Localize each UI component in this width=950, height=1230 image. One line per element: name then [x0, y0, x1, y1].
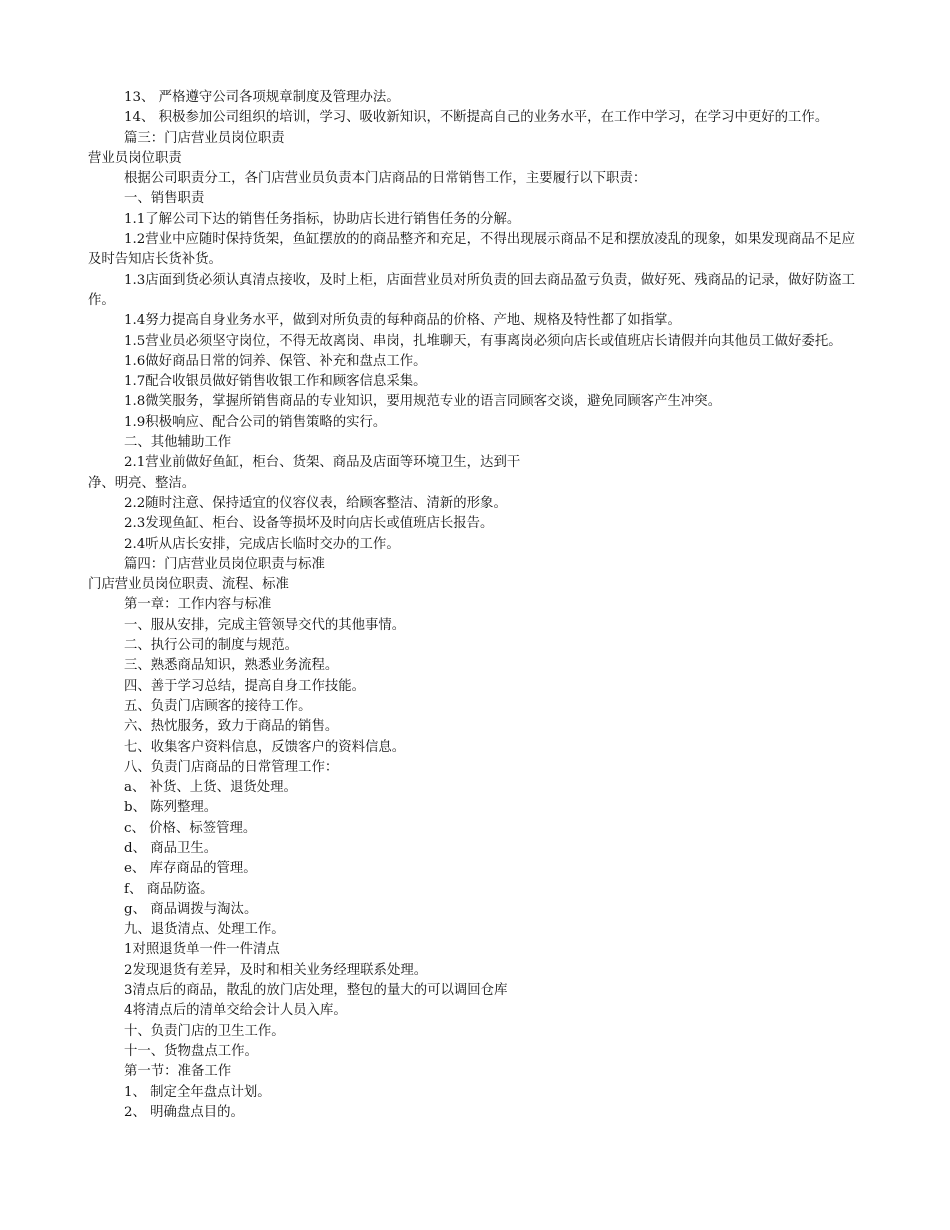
document-body [88, 88, 868, 1123]
text-line: 1.8微笑服务，掌握所销售商品的专业知识，要用规范专业的语言同顾客交谈，避免同顾客产生冲突。 [124, 394, 722, 410]
text-line: 1.5营业员必须坚守岗位，不得无故离岗、串岗，扎堆聊天，有事离岗必须向店长或值班店长请假并向其他员工做好委托。 [124, 333, 842, 349]
text-line: 门店营业员岗位职责、流程、标准 [88, 577, 289, 593]
text-line: 1.9积极响应、配合公司的销售策略的实行。 [124, 414, 387, 430]
text-line: a、 补货、上货、退货处理。 [124, 780, 297, 796]
text-line: 六、热忱服务，致力于商品的销售。 [124, 719, 339, 735]
text-line: 篇四：门店营业员岗位职责与标准 [124, 556, 325, 572]
text-line: 1.2营业中应随时保持货架，鱼缸摆放的的商品整齐和充足，不得出现展示商品不足和摆放凌乱的现象，如果发现商品不足应及时告知店长货补货。 [88, 232, 855, 268]
text-line: 1.6做好商品日常的饲养、保管、补充和盘点工作。 [124, 353, 427, 369]
text-line: 2.2随时注意、保持适宜的仪容仪表，给顾客整洁、清新的形象。 [124, 495, 507, 511]
text-line: 十、负责门店的卫生工作。 [124, 1023, 285, 1039]
text-line: 十一、货物盘点工作。 [124, 1043, 258, 1059]
text-line: 第一章：工作内容与标准 [124, 597, 272, 613]
text-line: 1.4努力提高自身业务水平，做到对所负责的每种商品的价格、产地、规格及特性都了如指掌。 [124, 313, 681, 329]
text-line: 二、执行公司的制度与规范。 [124, 638, 299, 654]
text-line: 2.4听从店长安排，完成店长临时交办的工作。 [124, 536, 400, 552]
text-line: e、 库存商品的管理。 [124, 861, 257, 877]
text-line: 八、负责门店商品的日常管理工作： [124, 759, 339, 775]
text-line: 2、 明确盘点目的。 [124, 1104, 244, 1120]
text-line: 三、熟悉商品知识，熟悉业务流程。 [124, 658, 339, 674]
text-line: b、 陈列整理。 [124, 800, 218, 816]
text-line: 13、 严格遵守公司各项规章制度及管理办法。 [124, 90, 400, 105]
text-line: 五、负责门店顾客的接待工作。 [124, 698, 312, 714]
text-line: 篇三：门店营业员岗位职责 [124, 130, 285, 146]
text-line: 净、明亮、整洁。 [88, 475, 196, 491]
text-line: 第一节：准备工作 [124, 1064, 232, 1080]
text-line: 2.1营业前做好鱼缸，柜台、货架、商品及店面等环境卫生，达到干 [124, 455, 521, 471]
text-line: g、 商品调拨与淘汰。 [124, 901, 258, 917]
text-line: 二、其他辅助工作 [124, 435, 232, 451]
text-line: 3清点后的商品，散乱的放门店处理，整包的量大的可以调回仓库 [124, 983, 508, 999]
text-line: f、 商品防盗。 [124, 881, 214, 897]
text-line: c、 价格、标签管理。 [124, 820, 257, 836]
text-line: 1、 制定全年盘点计划。 [124, 1084, 271, 1100]
text-line: 四、善于学习总结，提高自身工作技能。 [124, 678, 366, 694]
text-line: 根据公司职责分工，各门店营业员负责本门店商品的日常销售工作，主要履行以下职责： [124, 171, 647, 187]
text-line: d、 商品卫生。 [124, 840, 218, 856]
text-line: 1对照退货单一件一件清点 [124, 942, 280, 958]
text-line: 一、销售职责 [124, 191, 205, 207]
text-line: 2.3发现鱼缸、柜台、设备等损坏及时向店长或值班店长报告。 [124, 516, 494, 532]
text-line: 1.7配合收银员做好销售收银工作和顾客信息采集。 [124, 374, 427, 390]
text-line: 14、 积极参加公司组织的培训，学习、吸收新知识，不断提高自己的业务水平，在工作中学习，在学习中更好的工作。 [124, 110, 829, 126]
text-line: 营业员岗位职责 [88, 150, 182, 166]
text-line: 2发现退货有差异，及时和相关业务经理联系处理。 [124, 962, 428, 978]
text-line: 1.3店面到货必须认真清点接收，及时上柜，店面营业员对所负责的回去商品盈亏负责，做好死、残商品的记录，做好防盗工作。 [88, 272, 855, 308]
text-line: 4将清点后的清单交给会计人员入库。 [124, 1003, 347, 1019]
text-line: 七、收集客户资料信息，反馈客户的资料信息。 [124, 739, 406, 755]
text-line: 1.1了解公司下达的销售任务指标，协助店长进行销售任务的分解。 [124, 211, 521, 227]
text-line: 九、退货清点、处理工作。 [124, 922, 285, 938]
text-line: 一、服从安排，完成主管领导交代的其他事情。 [124, 617, 406, 633]
